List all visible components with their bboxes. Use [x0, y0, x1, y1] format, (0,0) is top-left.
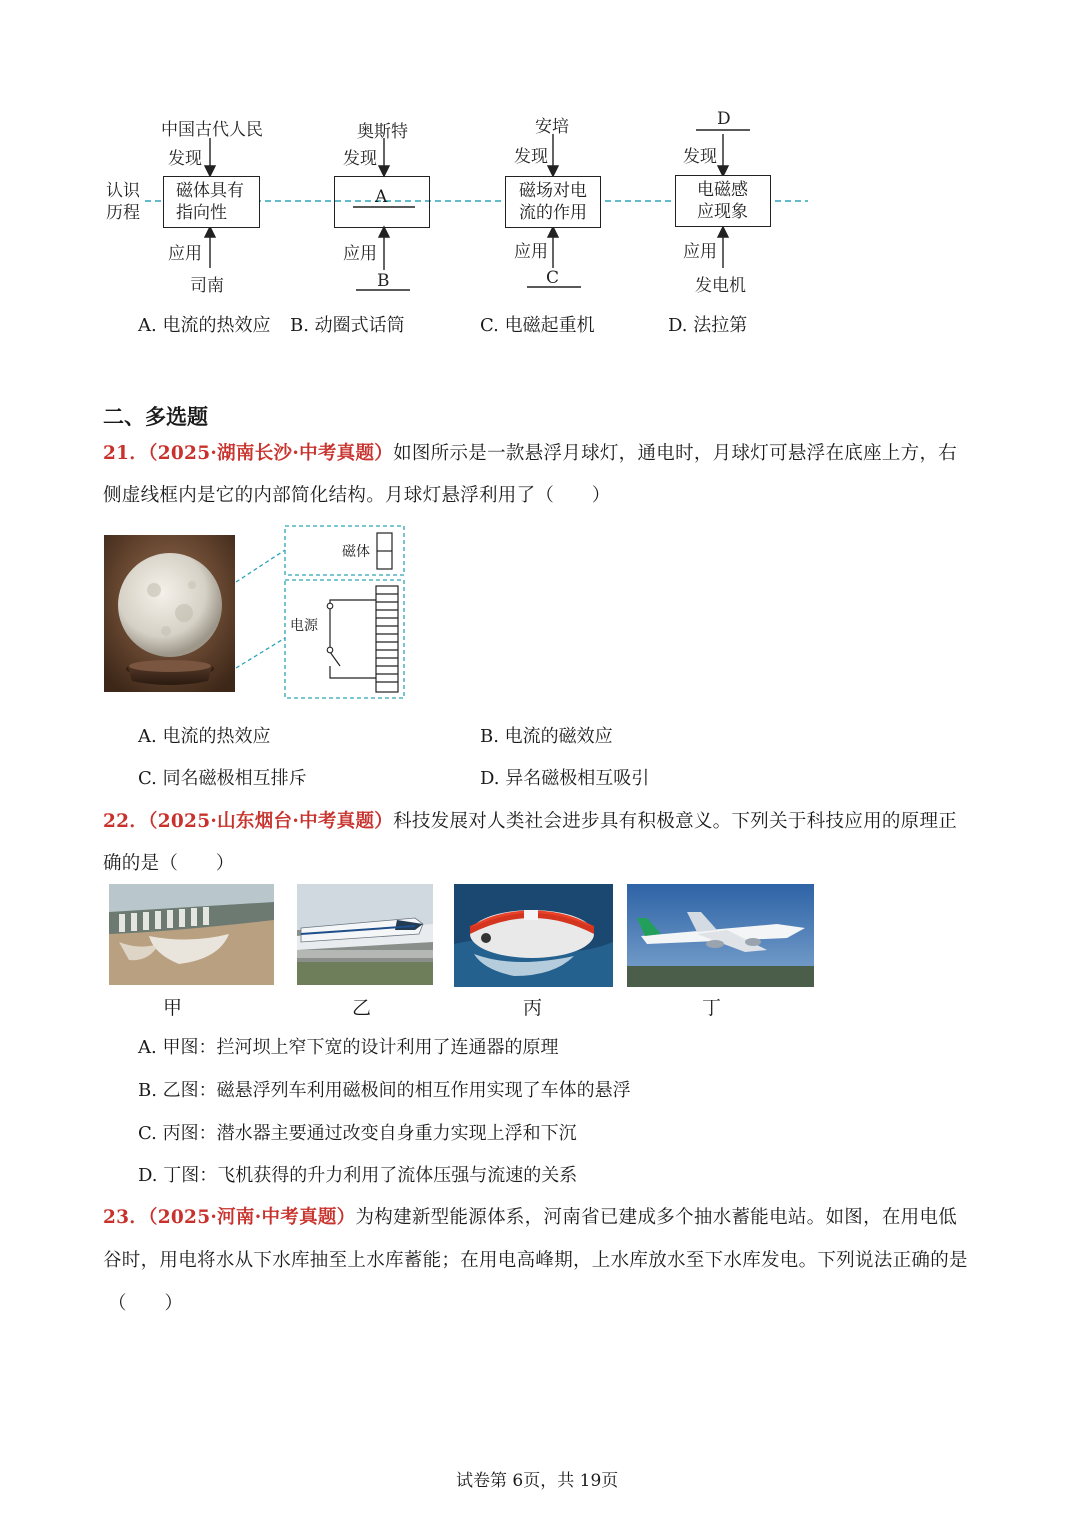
q20-option-d[interactable]: D. 法拉第	[668, 315, 748, 336]
node2-top-verb: 发现	[343, 149, 377, 169]
moon-lamp-image	[104, 535, 235, 692]
q21-line2: 侧虚线框内是它的内部简化结构。月球灯悬浮利用了（ ）	[103, 485, 611, 506]
q21-option-a[interactable]: A. 电流的热效应	[138, 726, 271, 747]
q23-line1	[103, 1203, 957, 1229]
section-title: 二、多选题	[103, 405, 208, 429]
node3-bottom-verb: 应用	[514, 242, 548, 262]
node1-bottom-verb: 应用	[168, 244, 202, 264]
q23-line2: 谷时，用电将水从下水库抽至上水库蓄能；在用电高峰期，上水库放水至下水库发电。下列说法正确的是	[103, 1250, 968, 1271]
magnet-label: 磁体	[342, 544, 370, 560]
q23-source: （2025·河南·中考真题）	[148, 1207, 356, 1228]
power-label: 电源	[290, 618, 318, 634]
q23-number: 23．	[103, 1207, 149, 1228]
node1-top: 中国古代人民	[161, 120, 263, 140]
q22-option-b[interactable]: B. 乙图：磁悬浮列车利用磁极间的相互作用实现了车体的悬浮	[138, 1080, 631, 1101]
levitation-schematic	[230, 520, 410, 702]
node3-top: 安培	[535, 117, 569, 137]
node2-bottom-verb: 应用	[343, 244, 377, 264]
q22-option-a[interactable]: A. 甲图：拦河坝上窄下宽的设计利用了连通器的原理	[138, 1037, 559, 1058]
node2-top: 奥斯特	[357, 122, 408, 142]
q21-option-b[interactable]: B. 电流的磁效应	[480, 726, 613, 747]
q22-line1	[103, 807, 957, 833]
node1-bottom: 司南	[190, 276, 224, 296]
row-label: 认识 历程	[106, 181, 140, 223]
node4-bottom: 发电机	[695, 276, 746, 296]
node3-top-verb: 发现	[514, 147, 548, 167]
caption-ding: 丁	[702, 997, 722, 1019]
q22-text-1: 科技发展对人类社会进步具有积极意义。下列关于科技应用的原理正	[393, 811, 958, 832]
q21-source: （2025·湖南长沙·中考真题）	[148, 443, 394, 464]
node2-bottom: B	[377, 271, 390, 291]
magnetism-history-diagram	[0, 0, 1080, 300]
submersible-photo	[454, 884, 613, 987]
q20-option-c[interactable]: C. 电磁起重机	[480, 315, 595, 336]
caption-jia: 甲	[163, 997, 183, 1019]
q20-option-b[interactable]: B. 动圈式话筒	[290, 315, 405, 336]
q20-option-a[interactable]: A. 电流的热效应	[138, 315, 271, 336]
q23-text-1: 为构建新型能源体系，河南省已建成多个抽水蓄能电站。如图，在用电低	[355, 1207, 958, 1228]
caption-yi: 乙	[352, 997, 372, 1019]
q21-text-1: 如图所示是一款悬浮月球灯，通电时，月球灯可悬浮在底座上方，右	[393, 443, 958, 464]
page-footer: 试卷第 6页，共 19页	[456, 1471, 619, 1491]
moon-lamp-photo	[104, 535, 235, 692]
node4-box: 电磁感 应现象	[675, 175, 771, 227]
node2-box: A	[334, 176, 430, 228]
node3-bottom: C	[546, 268, 560, 288]
q21-option-c[interactable]: C. 同名磁极相互排斥	[138, 768, 307, 789]
q23-line3: （ ）	[108, 1293, 184, 1314]
node4-top: D	[717, 109, 731, 129]
q22-number: 22．	[103, 811, 149, 832]
node1-top-verb: 发现	[168, 149, 202, 169]
maglev-photo	[297, 884, 433, 985]
node1-box: 磁体具有 指向性	[163, 176, 260, 228]
node3-box: 磁场对电 流的作用	[505, 176, 601, 228]
q21-number: 21．	[103, 443, 149, 464]
q22-option-d[interactable]: D. 丁图：飞机获得的升力利用了流体压强与流速的关系	[138, 1165, 578, 1186]
q22-option-c[interactable]: C. 丙图：潜水器主要通过改变自身重力实现上浮和下沉	[138, 1123, 577, 1144]
q21-line1	[103, 439, 957, 465]
q22-source: （2025·山东烟台·中考真题）	[148, 811, 394, 832]
node4-top-verb: 发现	[683, 147, 717, 167]
node4-bottom-verb: 应用	[683, 242, 717, 262]
dam-photo	[109, 884, 274, 985]
q21-option-d[interactable]: D. 异名磁极相互吸引	[480, 768, 650, 789]
q22-line2: 确的是（ ）	[103, 853, 235, 874]
caption-bing: 丙	[523, 997, 543, 1019]
airplane-photo	[627, 884, 814, 987]
